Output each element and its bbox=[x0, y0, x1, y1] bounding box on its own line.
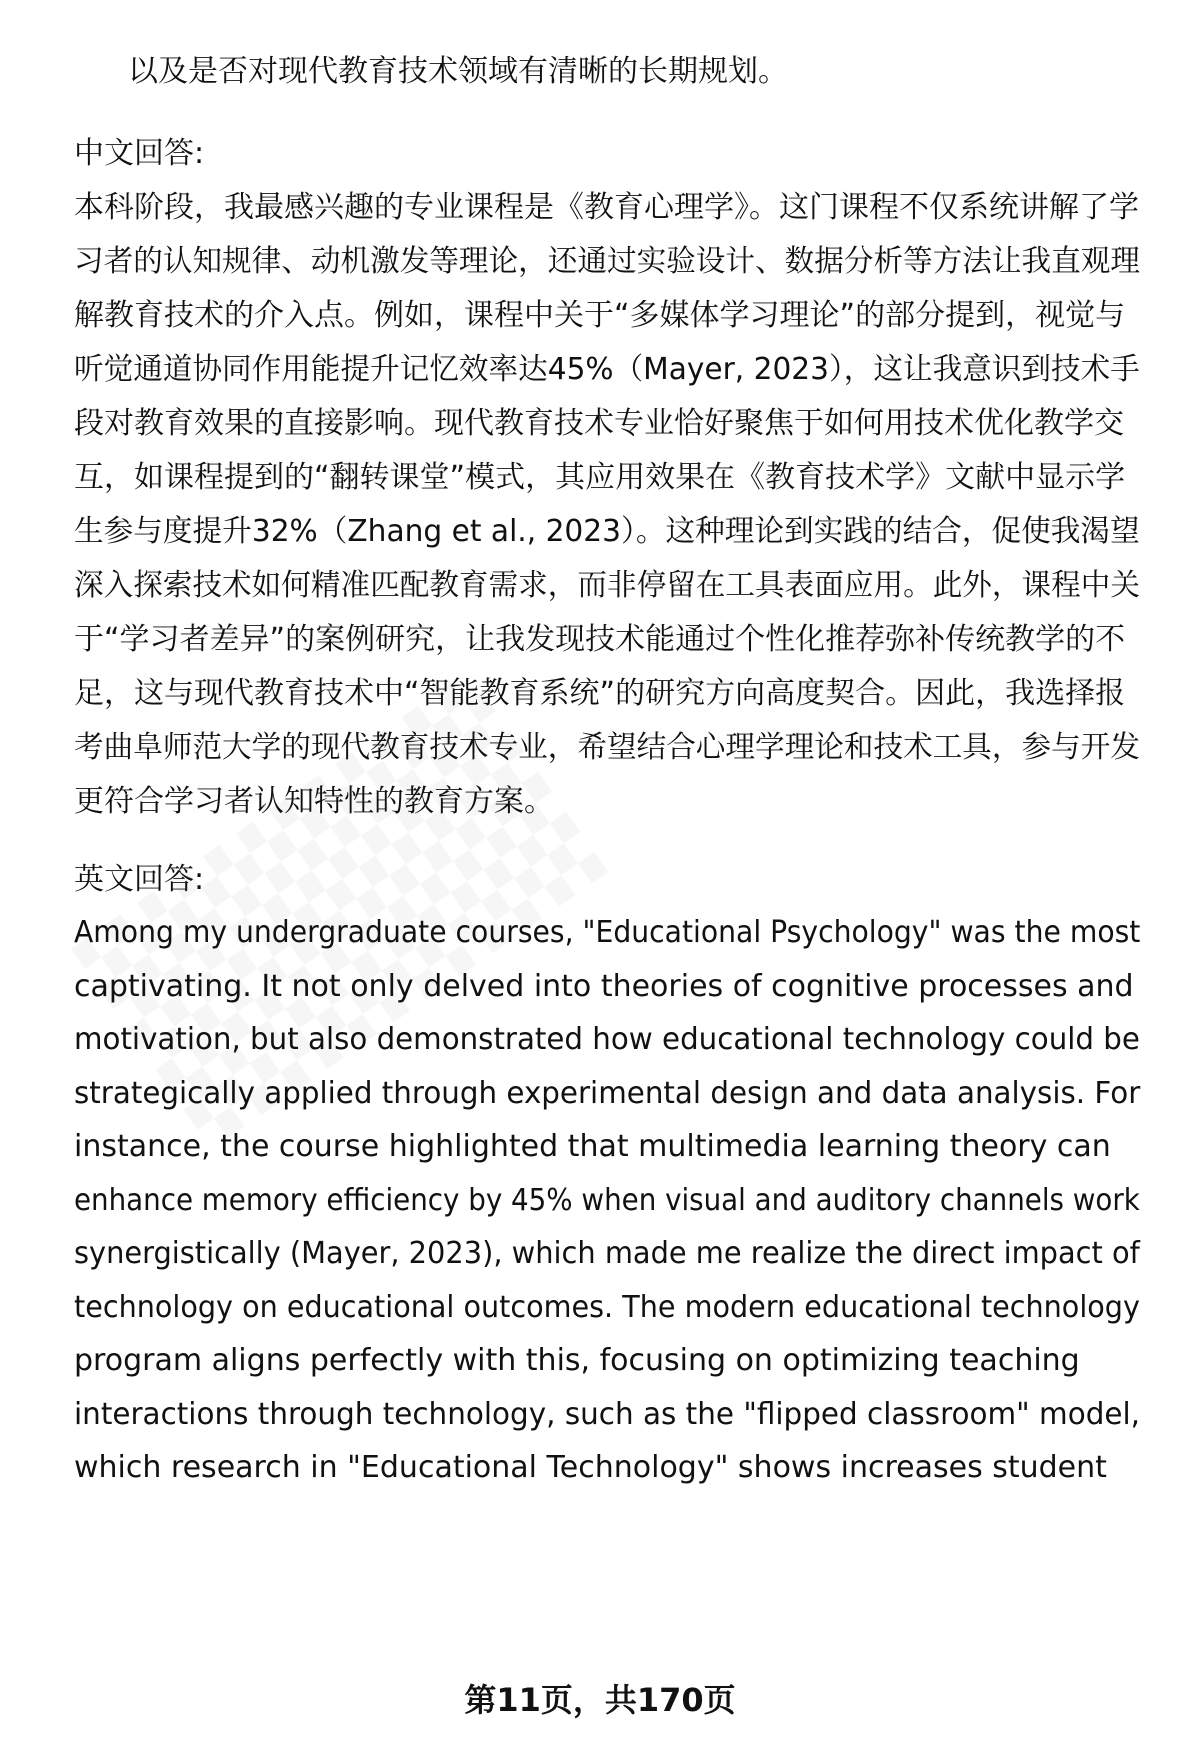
chinese-answer-line: 本科阶段，我最感兴趣的专业课程是《教育心理学》。这门课程不仅系统讲解了学 bbox=[74, 190, 1139, 225]
english-answer-line: technology on educational outcomes. The modern educational technology bbox=[74, 1290, 1140, 1325]
english-answer-line: enhance memory efficiency by 45% when visual and auditory channels work bbox=[74, 1183, 1140, 1218]
intro-line: 以及是否对现代教育技术领域有清晰的长期规划。 bbox=[128, 54, 788, 89]
english-answer-line: which research in "Educational Technology" shows increases student bbox=[74, 1450, 1107, 1485]
english-answer-line: motivation, but also demonstrated how educational technology could be bbox=[74, 1022, 1140, 1057]
chinese-answer-line: 习者的认知规律、动机激发等理论，还通过实验设计、数据分析等方法让我直观理 bbox=[74, 244, 1140, 279]
chinese-answer-line: 考曲阜师范大学的现代教育技术专业，希望结合心理学理论和技术工具，参与开发 bbox=[74, 730, 1140, 765]
english-answer-line: Among my undergraduate courses, "Educational Psychology" was the most bbox=[74, 915, 1141, 950]
chinese-answer-heading: 中文回答: bbox=[74, 136, 205, 171]
page-number: 第11页，共170页 bbox=[464, 1681, 736, 1719]
english-answer-line: interactions through technology, such as the "flipped classroom" model, bbox=[74, 1397, 1141, 1432]
chinese-answer-line: 足，这与现代教育技术中“智能教育系统”的研究方向高度契合。因此，我选择报 bbox=[74, 676, 1126, 711]
english-answer-line: strategically applied through experimental design and data analysis. For bbox=[74, 1076, 1141, 1111]
chinese-answer-line: 互，如课程提到的“翻转课堂”模式，其应用效果在《教育技术学》文献中显示学 bbox=[74, 460, 1126, 495]
chinese-answer-line: 更符合学习者认知特性的教育方案。 bbox=[74, 784, 554, 819]
chinese-answer-line: 于“学习者差异”的案例研究，让我发现技术能通过个性化推荐弥补传统教学的不 bbox=[74, 622, 1126, 657]
english-answer-line: program aligns perfectly with this, focusing on optimizing teaching bbox=[74, 1343, 1080, 1378]
english-answer-line: synergistically (Mayer, 2023), which made me realize the direct impact of bbox=[74, 1236, 1140, 1271]
english-answer-heading: 英文回答: bbox=[74, 862, 205, 897]
chinese-answer-line: 解教育技术的介入点。例如，课程中关于“多媒体学习理论”的部分提到，视觉与 bbox=[74, 298, 1126, 333]
chinese-answer-line: 深入探索技术如何精准匹配教育需求，而非停留在工具表面应用。此外，课程中关 bbox=[74, 568, 1140, 603]
chinese-answer-line: 段对教育效果的直接影响。现代教育技术专业恰好聚焦于如何用技术优化教学交 bbox=[74, 406, 1124, 441]
chinese-answer-line: 听觉通道协同作用能提升记忆效率达45%（Mayer, 2023），这让我意识到技术手 bbox=[74, 352, 1140, 387]
english-answer-line: captivating. It not only delved into theories of cognitive processes and bbox=[74, 969, 1134, 1004]
chinese-answer-line: 生参与度提升32%（Zhang et al., 2023）。这种理论到实践的结合，促使我渴望 bbox=[74, 514, 1140, 549]
english-answer-line: instance, the course highlighted that multimedia learning theory can bbox=[74, 1129, 1111, 1164]
